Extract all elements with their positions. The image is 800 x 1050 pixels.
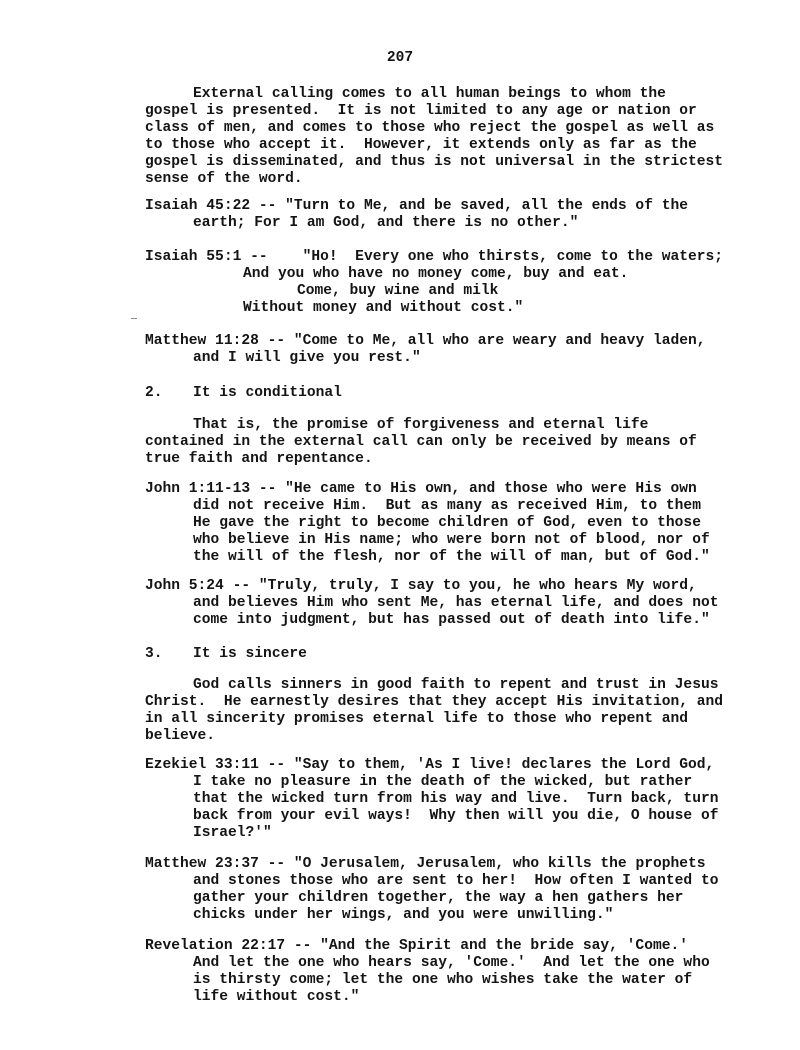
section-title: It is conditional	[193, 385, 342, 401]
scripture-text: "Come to Me, all who are weary and heavy laden,	[293, 333, 706, 349]
scripture-reference: Revelation 22:17 --	[145, 938, 321, 954]
scripture-text: Without money and without cost."	[243, 300, 524, 316]
scripture-reference: John 5:24 --	[145, 578, 259, 594]
scripture-text: He gave the right to become children of God, even to those	[193, 515, 701, 531]
section-title: It is sincere	[193, 646, 307, 662]
text-line: true faith and repentance.	[145, 451, 373, 467]
scripture-isaiah-45-22	[145, 198, 705, 232]
text-line: That is, the promise of forgiveness and eternal life	[193, 417, 649, 433]
scripture-text: come into judgment, but has passed out of death into life."	[193, 612, 710, 628]
scripture-john-5-24	[145, 578, 719, 629]
text-line: Christ. He earnestly desires that they accept His invitation, and	[145, 694, 724, 710]
scripture-text: "Say to them, 'As I live! declares the Lord God,	[293, 757, 715, 773]
scripture-text: chicks under her wings, and you were unwilling."	[193, 907, 614, 923]
intro-paragraph	[145, 86, 724, 188]
scripture-john-1-11-13	[145, 481, 710, 566]
section-heading-3	[145, 646, 705, 663]
scripture-text: "Ho! Every one who thirsts, come to the waters;	[302, 249, 724, 265]
page-number: 207	[386, 50, 414, 66]
scripture-isaiah-55-1	[145, 249, 724, 317]
scripture-text: and believes Him who sent Me, has eternal life, and does not	[193, 595, 719, 611]
scripture-text: I take no pleasure in the death of the wicked, but rather	[193, 774, 693, 790]
text-line: believe.	[145, 728, 216, 744]
scripture-text: that the wicked turn from his way and live. Turn back, turn	[193, 791, 719, 807]
scripture-text: back from your evil ways! Why then will you die, O house of	[193, 808, 719, 824]
scripture-reference: Matthew 23:37 --	[145, 856, 294, 872]
section-3-paragraph	[145, 677, 724, 745]
scripture-revelation-22-17	[145, 938, 710, 1006]
text-line: gospel is disseminated, and thus is not universal in the strictest	[145, 154, 724, 170]
scripture-text: And let the one who hears say, 'Come.' And let the one who	[193, 955, 710, 971]
scripture-text: "Truly, truly, I say to you, he who hears My word,	[258, 578, 697, 594]
scripture-reference: Isaiah 45:22 --	[145, 198, 286, 214]
scripture-text: And you who have no money come, buy and eat.	[243, 266, 629, 282]
section-heading-2	[145, 385, 705, 402]
text-line: contained in the external call can only be received by means of	[145, 434, 697, 450]
scripture-reference: John 1:11-13 --	[145, 481, 286, 497]
scripture-text: "Turn to Me, and be saved, all the ends of the	[285, 198, 688, 214]
scripture-text: "He came to His own, and those who were His own	[285, 481, 697, 497]
text-line: External calling comes to all human beings to whom the	[193, 86, 666, 102]
text-line: gospel is presented. It is not limited to any age or nation or	[145, 103, 697, 119]
section-number: 2.	[145, 385, 163, 401]
text-line: God calls sinners in good faith to repent and trust in Jesus	[193, 677, 719, 693]
text-line: class of men, and comes to those who reject the gospel as well as	[145, 120, 715, 136]
scripture-reference: Isaiah 55:1 --	[145, 249, 303, 265]
section-2-paragraph	[145, 417, 705, 468]
scripture-text: Come, buy wine and milk	[297, 283, 499, 299]
scripture-text: did not receive Him. But as many as received Him, to them	[193, 498, 701, 514]
scripture-text: life without cost."	[193, 989, 360, 1005]
scripture-text: and stones those who are sent to her! How often I wanted to	[193, 873, 719, 889]
section-number: 3.	[145, 646, 163, 662]
scripture-text: "And the Spirit and the bride say, 'Come.'	[320, 938, 688, 954]
text-line: sense of the word.	[145, 171, 303, 187]
scripture-ezekiel-33-11	[145, 757, 719, 842]
scripture-reference: Ezekiel 33:11 --	[145, 757, 294, 773]
margin-mark	[131, 318, 137, 319]
scripture-text: earth; For I am God, and there is no other."	[193, 215, 579, 231]
text-line: to those who accept it. However, it extends only as far as the	[145, 137, 697, 153]
scripture-text: Israel?'"	[193, 825, 272, 841]
scripture-text: the will of the flesh, nor of the will of man, but of God."	[193, 549, 710, 565]
scripture-text: gather your children together, the way a hen gathers her	[193, 890, 684, 906]
scripture-text: who believe in His name; who were born not of blood, nor of	[193, 532, 710, 548]
scripture-text: is thirsty come; let the one who wishes take the water of	[193, 972, 693, 988]
scripture-matthew-11-28	[145, 333, 705, 367]
scripture-matthew-23-37	[145, 856, 719, 924]
scripture-text: "O Jerusalem, Jerusalem, who kills the prophets	[293, 856, 706, 872]
scripture-text: and I will give you rest."	[193, 350, 421, 366]
text-line: in all sincerity promises eternal life to those who repent and	[145, 711, 688, 727]
scripture-reference: Matthew 11:28 --	[145, 333, 294, 349]
